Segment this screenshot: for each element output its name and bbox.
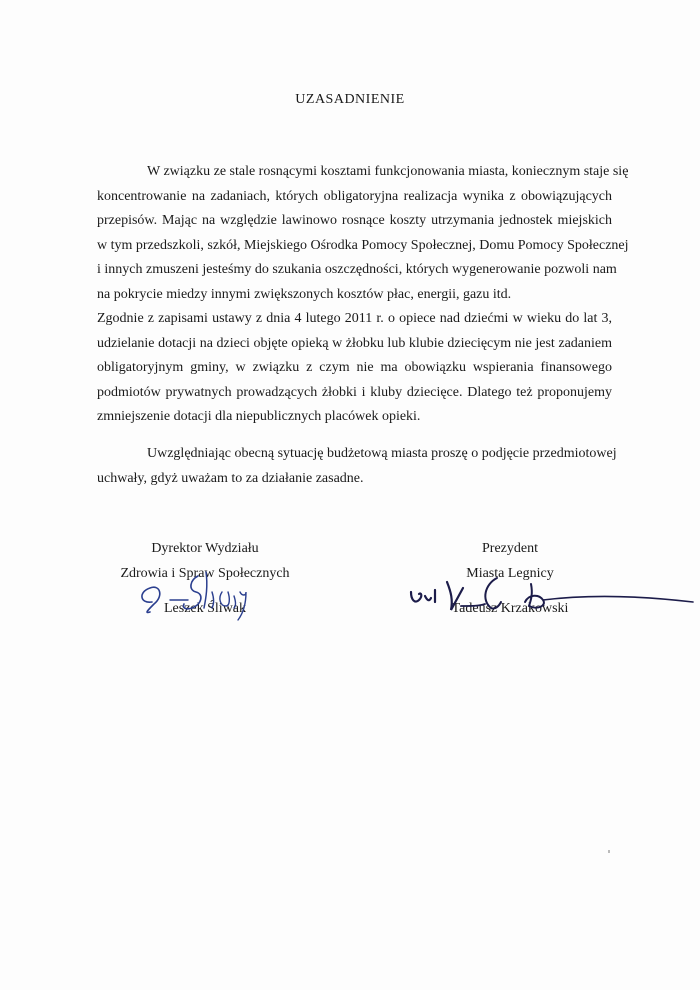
text-line: na pokrycie miedzy innymi zwiększonych kosztów płac, energii, gazu itd. xyxy=(97,286,512,302)
scan-mark xyxy=(608,850,610,853)
paragraph-justification xyxy=(97,160,629,430)
text-line: udzielanie dotacji na dzieci objęte opieką w żłobku lub klubie dziecięcym nie jest zadaniem xyxy=(97,335,612,351)
text-line: W związku ze stale rosnącymi kosztami funkcjonowania miasta, koniecznym staje się xyxy=(147,164,629,179)
text-line: koncentrowanie na zadaniach, których obligatoryjna realizacja wynika z obowiązujących xyxy=(97,188,612,204)
signatory-right-office: Miasta Legnicy xyxy=(466,566,554,581)
signatory-left-name: Leszek Śliwak xyxy=(163,601,247,616)
signatory-right xyxy=(420,536,600,621)
signatory-left-role: Dyrektor Wydziału xyxy=(151,541,259,556)
text-line: uchwały, gdyż uważam to za działanie zasadne. xyxy=(97,470,364,486)
text-line: i innych zmuszeni jesteśmy do szukania oszczędności, których wygenerowanie pozwoli nam xyxy=(97,262,617,277)
signatory-left xyxy=(105,536,305,621)
signatory-right-name: Tadeusz Krzakowski xyxy=(451,601,569,616)
text-line: Uwzględniając obecną sytuację budżetową miasta proszę o podjęcie przedmiotowej xyxy=(147,446,617,461)
text-line: podmiotów prywatnych prowadzących żłobki i kluby dziecięce. Dlatego też proponujemy xyxy=(97,384,612,400)
text-line: przepisów. Mając na względzie lawinowo rosnące koszty utrzymania jednostek miejskich xyxy=(97,213,612,228)
text-line: w tym przedszkoli, szkół, Miejskiego Ośrodka Pomocy Społecznej, Domu Pomocy Społecznej xyxy=(97,237,629,253)
text-line: obligatoryjnym gminy, w związku z czym nie ma obowiązku wspierania finansowego xyxy=(97,360,612,375)
text-line: Zgodnie z zapisami ustawy z dnia 4 lutego 2011 r. o opiece nad dziećmi w wieku do lat 3, xyxy=(97,311,612,326)
document-title: UZASADNIENIE xyxy=(295,92,405,107)
signatory-left-department: Zdrowia i Spraw Społecznych xyxy=(120,566,290,581)
signatory-right-role: Prezydent xyxy=(482,541,538,556)
text-line: zmniejszenie dotacji dla niepublicznych placówek opieki. xyxy=(97,409,421,424)
paragraph-request xyxy=(97,442,617,491)
